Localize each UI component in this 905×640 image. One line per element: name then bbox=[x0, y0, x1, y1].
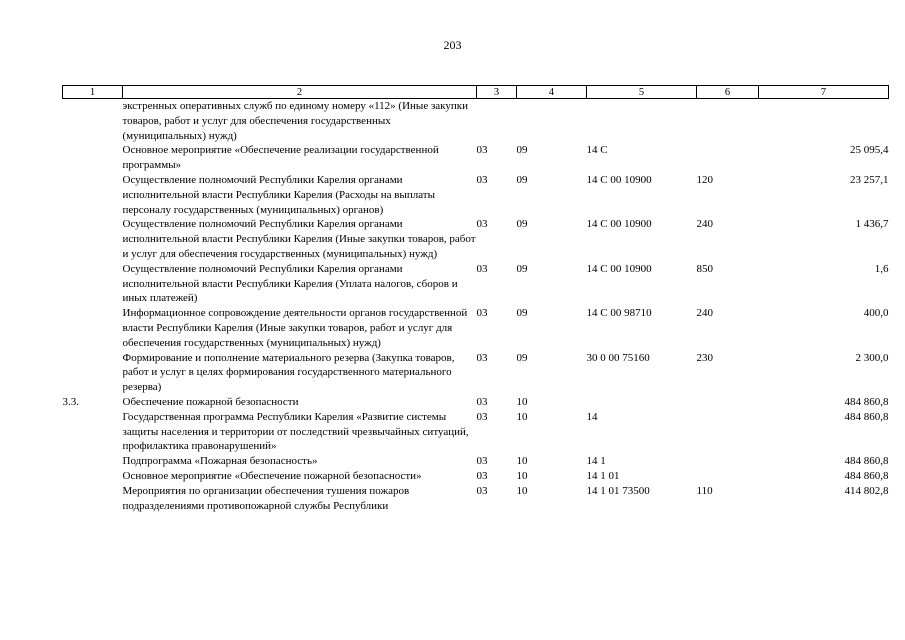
row-subsection-code: 09 bbox=[516, 144, 528, 157]
row-amount: 2 300,0 bbox=[855, 351, 889, 364]
row-target-code: 14 С 00 10900 bbox=[586, 218, 652, 231]
row-subsection-code: 09 bbox=[516, 173, 528, 186]
row-subsection-code: 10 bbox=[516, 455, 528, 468]
column-header-7: 7 bbox=[759, 86, 889, 99]
row-section-code: 03 bbox=[476, 262, 488, 275]
row-number bbox=[63, 262, 123, 306]
row-name: экстренных оперативных служб по единому номеру «112» (Иные закупки товаров, работ и услуг для обеспечения государственных (муниципальных) нужд) bbox=[122, 100, 468, 142]
row-subsection-code: 09 bbox=[516, 262, 528, 275]
row-section-code: 03 bbox=[476, 484, 488, 497]
row-target-code: 14 1 01 bbox=[586, 469, 620, 482]
table-row bbox=[63, 395, 889, 410]
row-amount: 25 095,4 bbox=[850, 144, 889, 157]
row-amount bbox=[759, 99, 889, 144]
row-subsection-code: 10 bbox=[516, 469, 528, 482]
row-expense-type: 240 bbox=[696, 218, 713, 231]
table-row bbox=[63, 143, 889, 173]
row-subsection-code: 10 bbox=[516, 484, 528, 497]
row-number bbox=[63, 173, 123, 217]
row-expense-type bbox=[697, 454, 759, 469]
row-target-code: 30 0 00 75160 bbox=[586, 351, 650, 364]
row-name: Информационное сопровождение деятельности органов государственной власти Республики Карелия (Иные закупки товаров, работ и услуг для обеспечения государственных (муниципальных) нужд) bbox=[122, 307, 468, 349]
table-row bbox=[63, 262, 889, 306]
row-number bbox=[63, 469, 123, 484]
row-section-code: 03 bbox=[476, 173, 488, 186]
row-name: Подпрограмма «Пожарная безопасность» bbox=[122, 455, 318, 468]
table-row bbox=[63, 454, 889, 469]
row-target-code: 14 С 00 10900 bbox=[586, 262, 652, 275]
table-row bbox=[63, 469, 889, 484]
page-number: 203 bbox=[443, 38, 462, 52]
column-header-4: 4 bbox=[517, 86, 587, 99]
row-name: Обеспечение пожарной безопасности bbox=[122, 395, 299, 408]
row-section-code: 03 bbox=[476, 144, 488, 157]
row-expense-type: 240 bbox=[696, 307, 713, 320]
row-number bbox=[63, 306, 123, 350]
row-target-code: 14 bbox=[586, 410, 598, 423]
table-row bbox=[63, 484, 889, 514]
row-subsection-code: 10 bbox=[516, 395, 528, 408]
row-expense-type: 850 bbox=[696, 262, 713, 275]
row-section-code: 03 bbox=[476, 410, 488, 423]
row-target-code bbox=[587, 99, 697, 144]
column-header-6: 6 bbox=[697, 86, 759, 99]
row-subsection-code: 09 bbox=[516, 351, 528, 364]
row-number: 3.3. bbox=[62, 395, 79, 408]
row-section-code bbox=[477, 99, 517, 144]
row-amount: 484 860,8 bbox=[844, 410, 889, 423]
row-expense-type bbox=[697, 395, 759, 410]
row-target-code: 14 С 00 10900 bbox=[586, 173, 652, 186]
table-row bbox=[63, 351, 889, 395]
row-section-code: 03 bbox=[476, 351, 488, 364]
row-target-code: 14 1 bbox=[586, 455, 606, 468]
row-amount: 414 802,8 bbox=[844, 484, 889, 497]
row-amount: 23 257,1 bbox=[850, 173, 889, 186]
table-body bbox=[63, 99, 889, 514]
row-number bbox=[63, 454, 123, 469]
row-section-code: 03 bbox=[476, 455, 488, 468]
row-subsection-code: 09 bbox=[516, 307, 528, 320]
row-amount: 400,0 bbox=[863, 307, 889, 320]
row-number bbox=[63, 351, 123, 395]
row-name: Осуществление полномочий Республики Карелия органами исполнительной власти Республики Карелия (Уплата налогов, сборов и иных платежей) bbox=[122, 262, 458, 305]
row-expense-type bbox=[697, 143, 759, 173]
column-header-3: 3 bbox=[477, 86, 517, 99]
column-header-2: 2 bbox=[123, 86, 477, 99]
row-subsection-code: 10 bbox=[516, 410, 528, 423]
row-target-code: 14 С 00 98710 bbox=[586, 307, 652, 320]
row-expense-type bbox=[697, 99, 759, 144]
row-number bbox=[63, 484, 123, 514]
row-expense-type bbox=[697, 410, 759, 454]
row-name: Основное мероприятие «Обеспечение реализации государственной программы» bbox=[122, 144, 439, 172]
row-subsection-code: 09 bbox=[516, 218, 528, 231]
row-amount: 484 860,8 bbox=[844, 395, 889, 408]
table-row bbox=[63, 306, 889, 350]
row-section-code: 03 bbox=[476, 218, 488, 231]
table-row bbox=[63, 173, 889, 217]
row-subsection-code bbox=[517, 99, 587, 144]
row-target-code bbox=[587, 395, 697, 410]
row-name: Государственная программа Республики Карелия «Развитие системы защиты населения и территории от последствий чрезвычайных ситуаций, профилактика правонарушений» bbox=[122, 410, 469, 453]
row-number bbox=[63, 143, 123, 173]
table-row bbox=[63, 217, 889, 261]
row-number bbox=[63, 410, 123, 454]
row-name: Формирование и пополнение материального резерва (Закупка товаров, работ и услуг в целях формирования государственного материального резерва) bbox=[122, 351, 455, 394]
column-header-5: 5 bbox=[587, 86, 697, 99]
row-section-code: 03 bbox=[476, 469, 488, 482]
row-expense-type bbox=[697, 469, 759, 484]
table-row bbox=[63, 99, 889, 144]
row-number bbox=[63, 217, 123, 261]
row-expense-type: 120 bbox=[696, 173, 713, 186]
row-amount: 484 860,8 bbox=[844, 455, 889, 468]
row-name: Основное мероприятие «Обеспечение пожарной безопасности» bbox=[122, 469, 422, 482]
table-header-row bbox=[63, 86, 889, 99]
row-expense-type: 230 bbox=[696, 351, 713, 364]
row-number bbox=[63, 99, 123, 144]
row-target-code: 14 1 01 73500 bbox=[586, 484, 650, 497]
row-name: Осуществление полномочий Республики Карелия органами исполнительной власти Республики Карелия (Иные закупки товаров, работ и услуг для обеспечения государственных (муниципальных) нужд) bbox=[122, 218, 476, 260]
row-target-code: 14 С bbox=[586, 144, 608, 157]
row-expense-type: 110 bbox=[696, 484, 713, 497]
row-section-code: 03 bbox=[476, 395, 488, 408]
budget-table bbox=[62, 85, 889, 513]
row-name: Мероприятия по организации обеспечения тушения пожаров подразделениями противопожарной службы Республики bbox=[122, 484, 410, 512]
row-amount: 1,6 bbox=[874, 262, 889, 275]
row-amount: 484 860,8 bbox=[844, 469, 889, 482]
row-amount: 1 436,7 bbox=[855, 218, 889, 231]
row-name: Осуществление полномочий Республики Карелия органами исполнительной власти Республики Карелия (Расходы на выплаты персоналу государственных (муниципальных) органов) bbox=[122, 173, 435, 216]
column-header-1: 1 bbox=[63, 86, 123, 99]
table-row bbox=[63, 410, 889, 454]
row-section-code: 03 bbox=[476, 307, 488, 320]
